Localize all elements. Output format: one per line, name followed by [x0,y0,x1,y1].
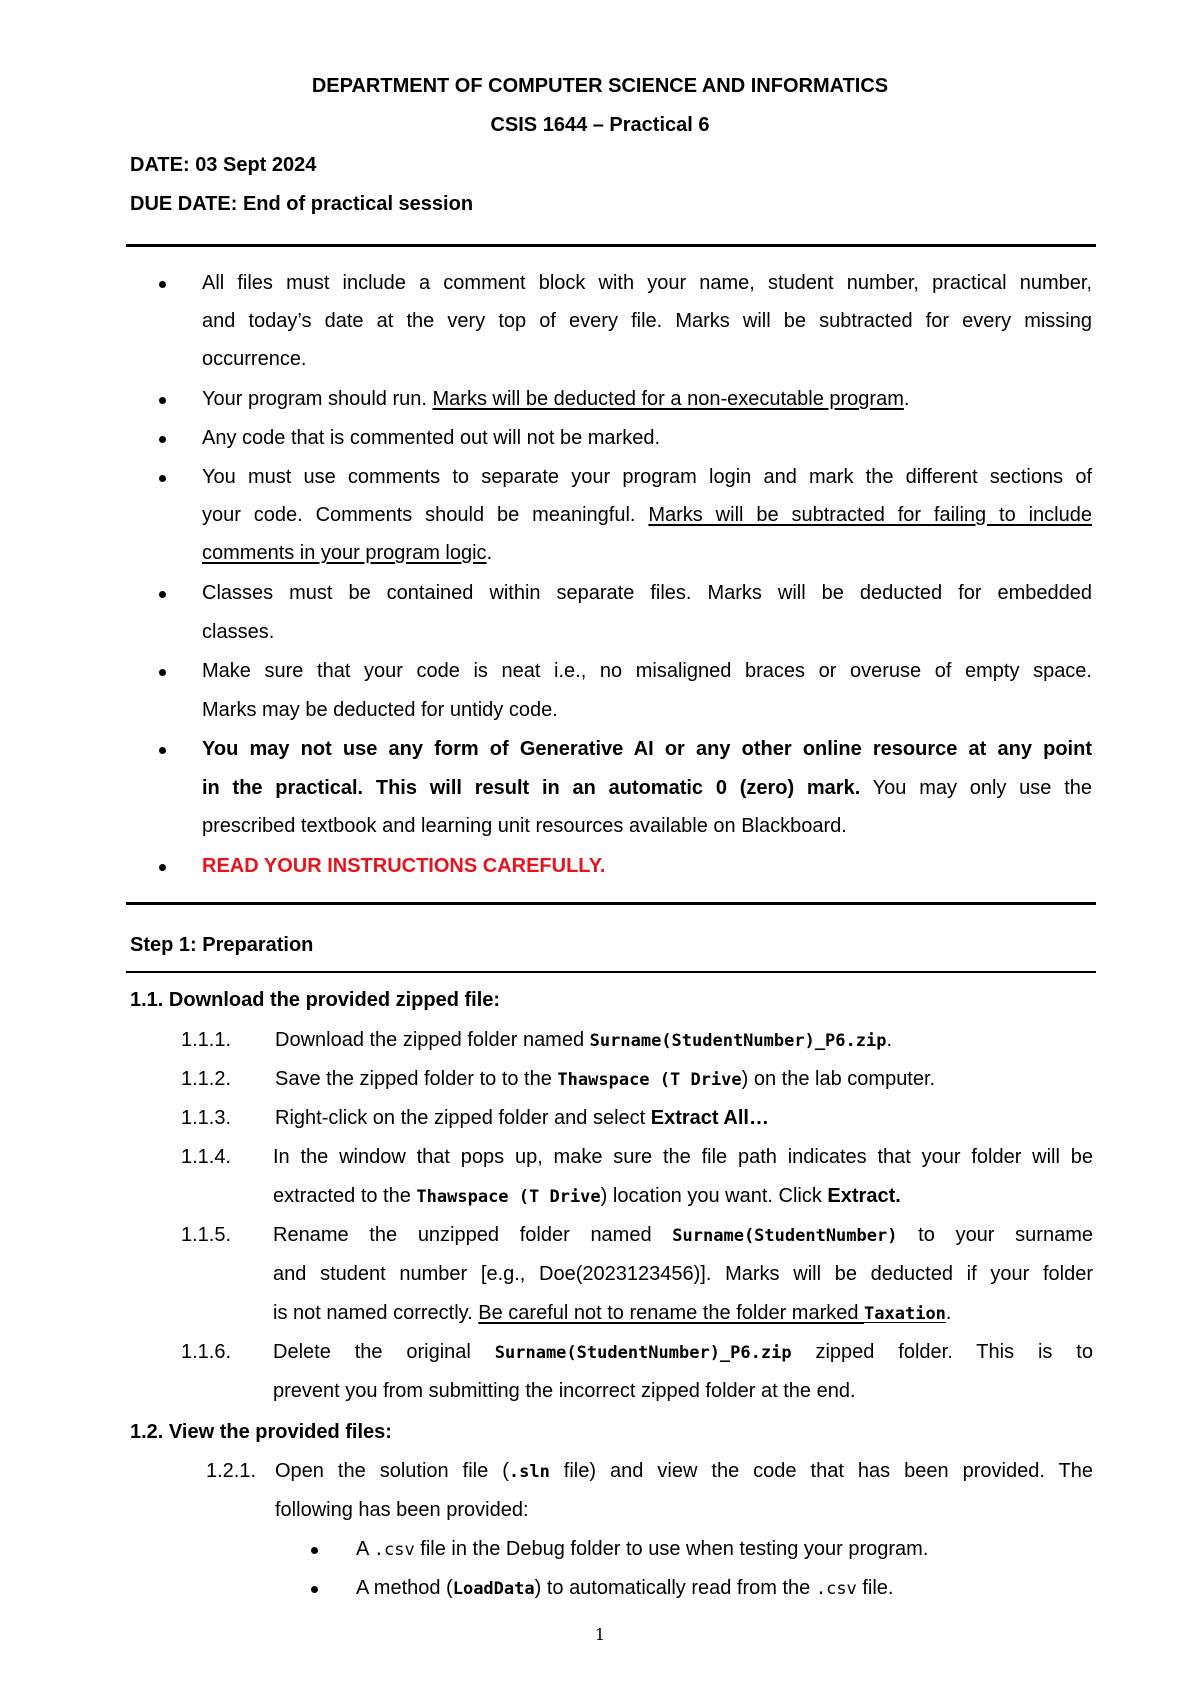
rule-7-line-2: in the practical. This will result in an automatic 0 (zero) mark. You may only use the [202,777,1092,799]
rule-5-line-1: Classes must be contained within separate files. Marks will be deducted for embedded [202,582,1092,604]
item-number: 1.1.3. [181,1107,232,1129]
step-1-title: Step 1: Preparation [130,934,314,956]
item-1-1-6-line-2: prevent you from submitting the incorrect zipped folder at the end. [273,1380,856,1402]
page-number: 1 [594,1625,606,1644]
divider-step [126,971,1096,973]
provided-item-csv: A .csv file in the Debug folder to use when testing your program. [356,1538,929,1560]
bullet [311,1547,318,1554]
item-number: 1.2.1. [206,1460,257,1482]
rule-4-line-1: You must use comments to separate your program login and mark the different sections of [202,466,1092,488]
item-1-1-5-line-1: Rename the unzipped folder named Surname(StudentNumber) to your surname [273,1224,1093,1246]
item-1-1-4-line-1: In the window that pops up, make sure the file path indicates that your folder will be [273,1146,1093,1168]
item-1-2-1-line-2: following has been provided: [275,1499,529,1521]
department-heading: DEPARTMENT OF COMPUTER SCIENCE AND INFORMATICS [311,75,889,97]
rule-4-line-2: your code. Comments should be meaningful. Marks will be subtracted for failing to include [202,504,1092,526]
item-number: 1.1.5. [181,1224,232,1246]
due-date-value: End of practical session [242,193,474,215]
item-number: 1.1.6. [181,1341,232,1363]
due-date-line [130,194,473,214]
item-1-1-1: Download the zipped folder named Surname(StudentNumber)_P6.zip. [275,1029,893,1051]
rule-6-line-1: Make sure that your code is neat i.e., no misaligned braces or overuse of empty space. [202,660,1092,682]
rule-1-line-1: All files must include a comment block with your name, student number, practical number, [202,272,1092,294]
rule-1-line-3: occurrence. [202,348,307,370]
item-number: 1.1.2. [181,1068,232,1090]
bullet [159,475,166,482]
rule-7-line-1: You may not use any form of Generative AI or any other online resource at any point [202,738,1092,760]
bullet [159,281,166,288]
rule-4-line-3: comments in your program logic. [202,542,493,564]
item-1-1-5-line-2: and student number [e.g., Doe(2023123456)]. Marks will be deducted if your folder [273,1263,1093,1285]
section-1-1-title: 1.1. Download the provided zipped file: [130,989,501,1011]
date-label: DATE: [130,154,190,176]
bullet [159,669,166,676]
provided-item-loaddata: A method (LoadData) to automatically read from the .csv file. [356,1577,894,1599]
rule-6-line-2: Marks may be deducted for untidy code. [202,699,558,721]
divider-top [126,244,1096,247]
item-1-1-3: Right-click on the zipped folder and select Extract All… [275,1107,769,1129]
bullet [159,436,166,443]
rule-2: Your program should run. Marks will be deducted for a non-executable program. [202,388,910,410]
date-value: 03 Sept 2024 [195,154,317,176]
item-number: 1.1.1. [181,1029,232,1051]
rule-7-line-3: prescribed textbook and learning unit resources available on Blackboard. [202,815,847,837]
item-1-1-5-line-3: is not named correctly. Be careful not to rename the folder marked Taxation. [273,1302,952,1324]
item-number: 1.1.4. [181,1146,232,1168]
divider-middle [126,902,1096,905]
rule-8-warning: READ YOUR INSTRUCTIONS CAREFULLY. [202,855,606,877]
item-1-1-6-line-1: Delete the original Surname(StudentNumber)_P6.zip zipped folder. This is to [273,1341,1093,1363]
bullet [159,591,166,598]
rule-1-line-2: and today’s date at the very top of every file. Marks will be subtracted for every missing [202,310,1092,332]
course-title: CSIS 1644 – Practical 6 [490,114,710,136]
item-1-2-1-line-1: Open the solution file (.sln file) and view the code that has been provided. The [275,1460,1093,1482]
bullet [159,747,166,754]
item-1-1-4-line-2: extracted to the Thawspace (T Drive) location you want. Click Extract. [273,1185,901,1207]
due-date-label: DUE DATE: [130,193,238,215]
bullet [311,1586,318,1593]
bullet [159,864,166,871]
date-line [130,155,316,175]
section-1-2-title: 1.2. View the provided files: [130,1421,392,1443]
rule-3: Any code that is commented out will not be marked. [202,427,661,449]
item-1-1-2: Save the zipped folder to to the Thawspace (T Drive) on the lab computer. [275,1068,936,1090]
rule-5-line-2: classes. [202,621,275,643]
bullet [159,397,166,404]
